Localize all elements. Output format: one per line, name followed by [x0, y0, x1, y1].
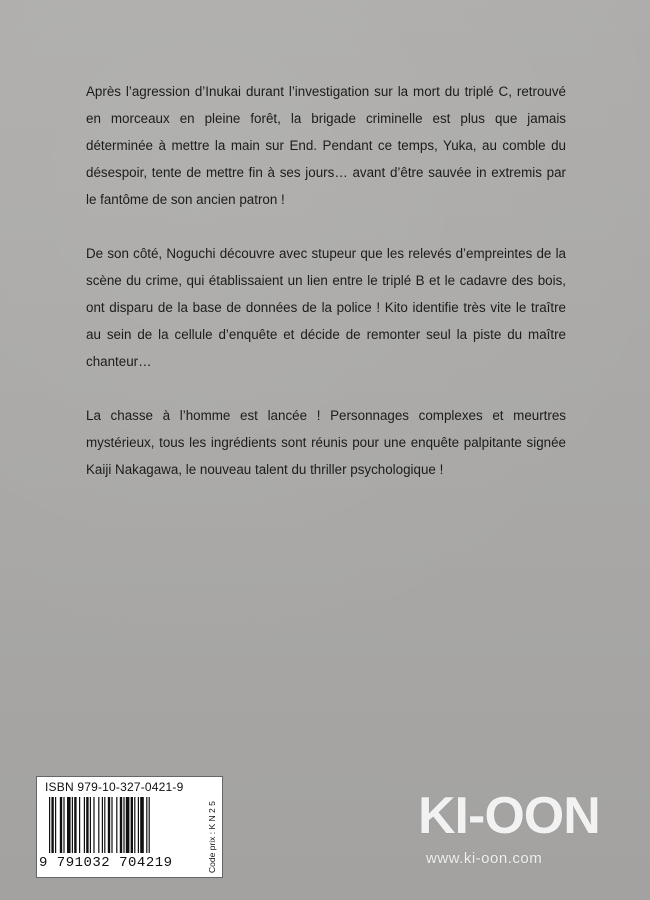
isbn-text: ISBN 979-10-327-0421-9 — [45, 780, 184, 794]
publisher-logo: KI-OON — [418, 787, 600, 845]
publisher-website: www.ki-oon.com — [426, 850, 543, 867]
barcode-bars — [49, 797, 189, 853]
synopsis-paragraph-3: La chasse à l’homme est lancée ! Personnages complexes et meurtres mystérieux, tous les ingrédients sont réunis pour une enquête palpitante signée Kaiji Nakagawa, le nouveau talent du thriller psychologique ! — [86, 408, 566, 477]
synopsis — [86, 78, 566, 510]
price-code-box — [204, 776, 223, 878]
barcode-digits: 9 791032 704219 — [39, 855, 173, 871]
barcode-label — [36, 776, 206, 878]
synopsis-paragraph-1: Après l’agression d’Inukai durant l’investigation sur la mort du triplé C, retrouvé en morceaux en pleine forêt, la brigade criminelle est plus que jamais déterminée à mettre la main sur End. Pendant ce temps, Yuka, au comble du désespoir, tente de mettre fin à ses jours… avant d’être sauvée in extremis par le fantôme de son ancien patron ! — [86, 84, 566, 207]
synopsis-paragraph-2: De son côté, Noguchi découvre avec stupeur que les relevés d’empreintes de la scène du crime, qui établissaient un lien entre le triplé B et le cadavre des bois, ont disparu de la base de données de la police ! Kito identifie très vite le traître au sein de la cellule d’enquête et décide de remonter seul la piste du maître chanteur… — [86, 246, 566, 369]
price-code-text: Code prix : K N 2 5 — [207, 801, 217, 873]
